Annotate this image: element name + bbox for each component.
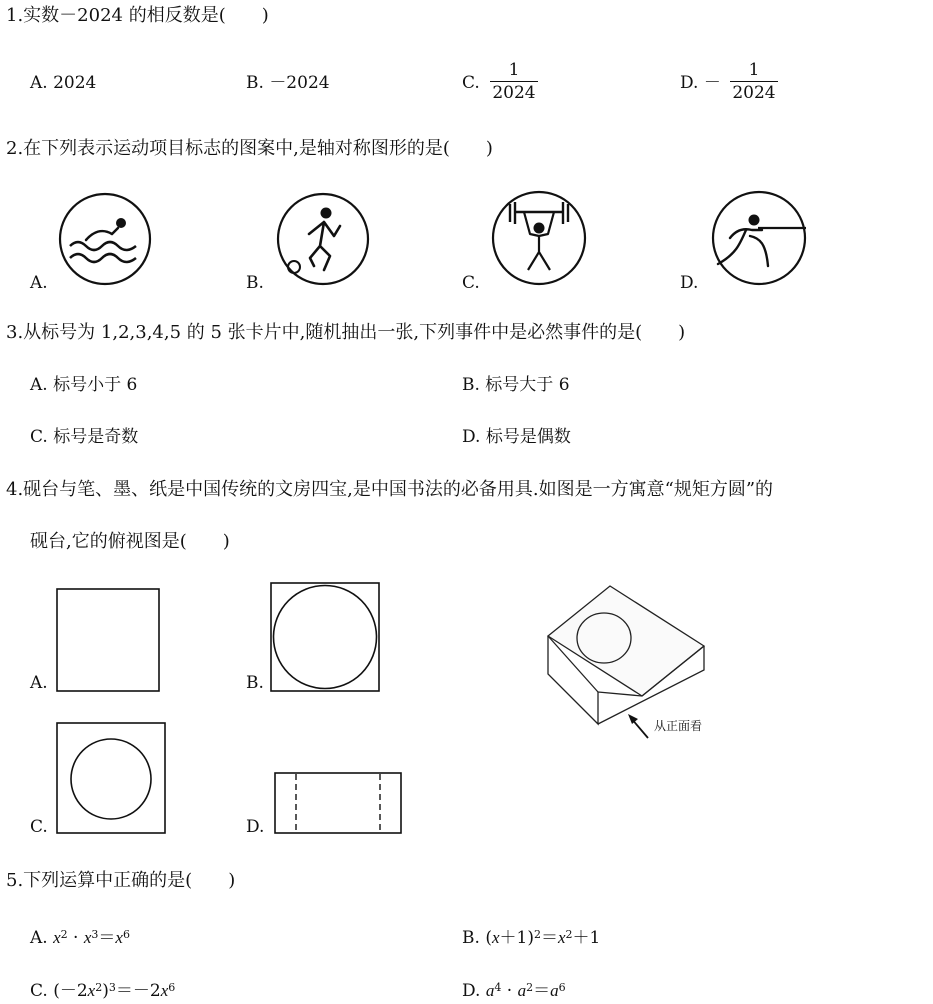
q3-option-b[interactable]: B. 标号大于 6 [462,375,570,395]
q5-option-d[interactable]: D. $a^4 \cdot a^2=a^6$ [462,981,566,1001]
q3-option-d[interactable]: D. 标号是偶数 [462,427,571,447]
weightlifting-icon[interactable] [490,190,588,286]
q1-option-d-fraction: 1 2024 [730,60,778,103]
inkstone-3d-figure [544,584,710,726]
q1-option-d-label[interactable]: D. － [680,73,721,93]
q4-option-a-square-figure[interactable] [56,588,160,692]
q1-option-c-fraction: 1 2024 [490,60,538,103]
q2-option-a-label[interactable]: A. [30,273,48,293]
q5-option-c-expression: $(-2x^2)^3=-2x^6$ [53,981,176,1001]
q5-option-b[interactable]: B. $(x+1)^2=x^2+1$ [462,928,601,948]
question-4-stem-line1: 4.砚台与笔、墨、纸是中国传统的文房四宝,是中国书法的必备用具.如图是一方寓意“规矩方圆”的 [6,479,774,500]
q4-option-d-label[interactable]: D. [246,817,265,837]
q4-option-a-label[interactable]: A. [30,673,48,693]
q5-option-c[interactable]: C. $(-2x^2)^3=-2x^6$ [30,981,176,1001]
arrow-icon [626,712,652,742]
question-3-stem: 3.从标号为 1,2,3,4,5 的 5 张卡片中,随机抽出一张,下列事件中是必然事件的是( ) [6,322,686,343]
q5-option-b-expression: $(x+1)^2=x^2+1$ [485,928,601,948]
question-4-stem-line2: 砚台,它的俯视图是( ) [30,531,230,552]
q1-option-a[interactable]: A. 2024 [30,73,97,93]
question-2-stem: 2.在下列表示运动项目标志的图案中,是轴对称图形的是( ) [6,138,493,159]
q3-option-c[interactable]: C. 标号是奇数 [30,427,139,447]
q3-option-a[interactable]: A. 标号小于 6 [30,375,138,395]
q4-option-b-square-circle-figure[interactable] [270,582,380,692]
q5-option-a[interactable]: A. $x^2 \cdot x^3=x^6$ [30,928,130,948]
q5-option-a-expression: $x^2 \cdot x^3=x^6$ [53,928,130,948]
q2-option-d-label[interactable]: D. [680,273,699,293]
swimming-icon[interactable] [58,192,152,286]
question-5-stem: 5.下列运算中正确的是( ) [6,870,236,891]
shooting-icon[interactable] [710,190,808,286]
q4-option-c-label[interactable]: C. [30,817,48,837]
q1-option-b[interactable]: B. －2024 [246,73,330,93]
q4-option-d-rectangle-figure[interactable] [274,772,402,834]
q4-option-b-label[interactable]: B. [246,673,264,693]
q1-option-c-label[interactable]: C. [462,73,480,93]
football-icon[interactable] [274,192,372,286]
q2-option-c-label[interactable]: C. [462,273,480,293]
q4-option-c-square-circle-figure[interactable] [56,722,166,834]
question-1-stem: 1.实数－2024 的相反数是( ) [6,5,269,26]
q5-option-d-expression: $a^4 \cdot a^2=a^6$ [485,981,566,1001]
figure-caption: 从正面看 [654,719,703,733]
q2-option-b-label[interactable]: B. [246,273,264,293]
